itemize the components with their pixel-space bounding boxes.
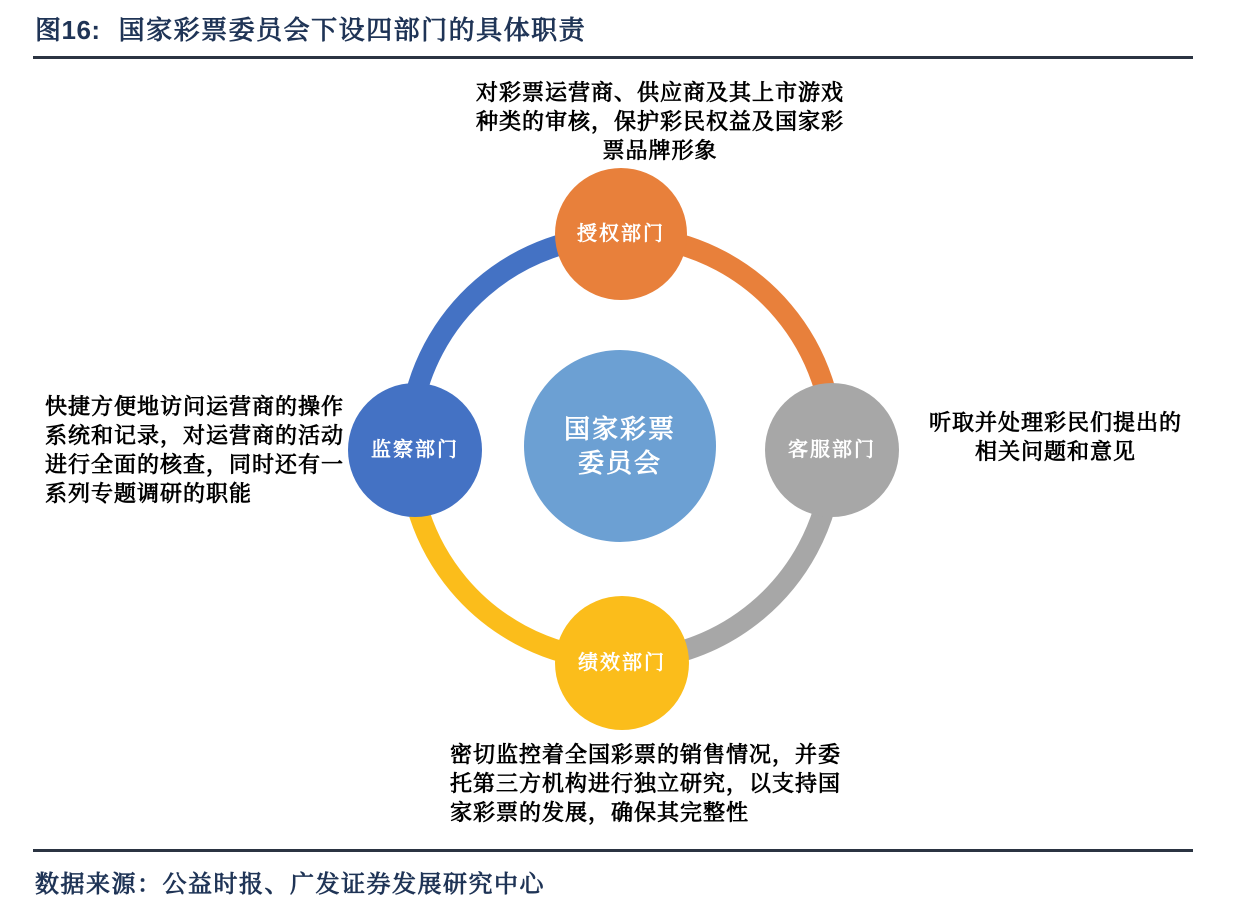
figure-number-label: 图16: (35, 15, 101, 45)
annotation-supervision: 快捷方便地访问运营商的操作系统和记录，对运营商的活动进行全面的核查，同时还有一系列专题调研的职能 (45, 394, 345, 506)
center-label-line1: 国家彩票 (563, 414, 677, 444)
data-source-note: 数据来源：公益时报、广发证券发展研究中心 (35, 871, 545, 898)
dept-label-customer-service: 客服部门 (788, 439, 876, 461)
annotation-performance: 密切监控着全国彩票的销售情况，并委托第三方机构进行独立研究，以支持国家彩票的发展，确保其完整性 (450, 742, 842, 825)
annotation-customer-service: 听取并处理彩民们提出的相关问题和意见 (928, 410, 1182, 464)
center-label-line2: 委员会 (577, 448, 663, 478)
dept-label-authorization: 授权部门 (577, 223, 665, 245)
dept-label-performance: 绩效部门 (578, 652, 666, 674)
annotation-authorization: 对彩票运营商、供应商及其上市游戏种类的审核，保护彩民权益及国家彩票品牌形象 (475, 80, 844, 163)
center-circle-label (564, 412, 676, 480)
footer-divider (33, 849, 1193, 852)
dept-label-supervision: 监察部门 (371, 439, 459, 461)
figure-title: 国家彩票委员会下设四部门的具体职责 (118, 15, 587, 45)
